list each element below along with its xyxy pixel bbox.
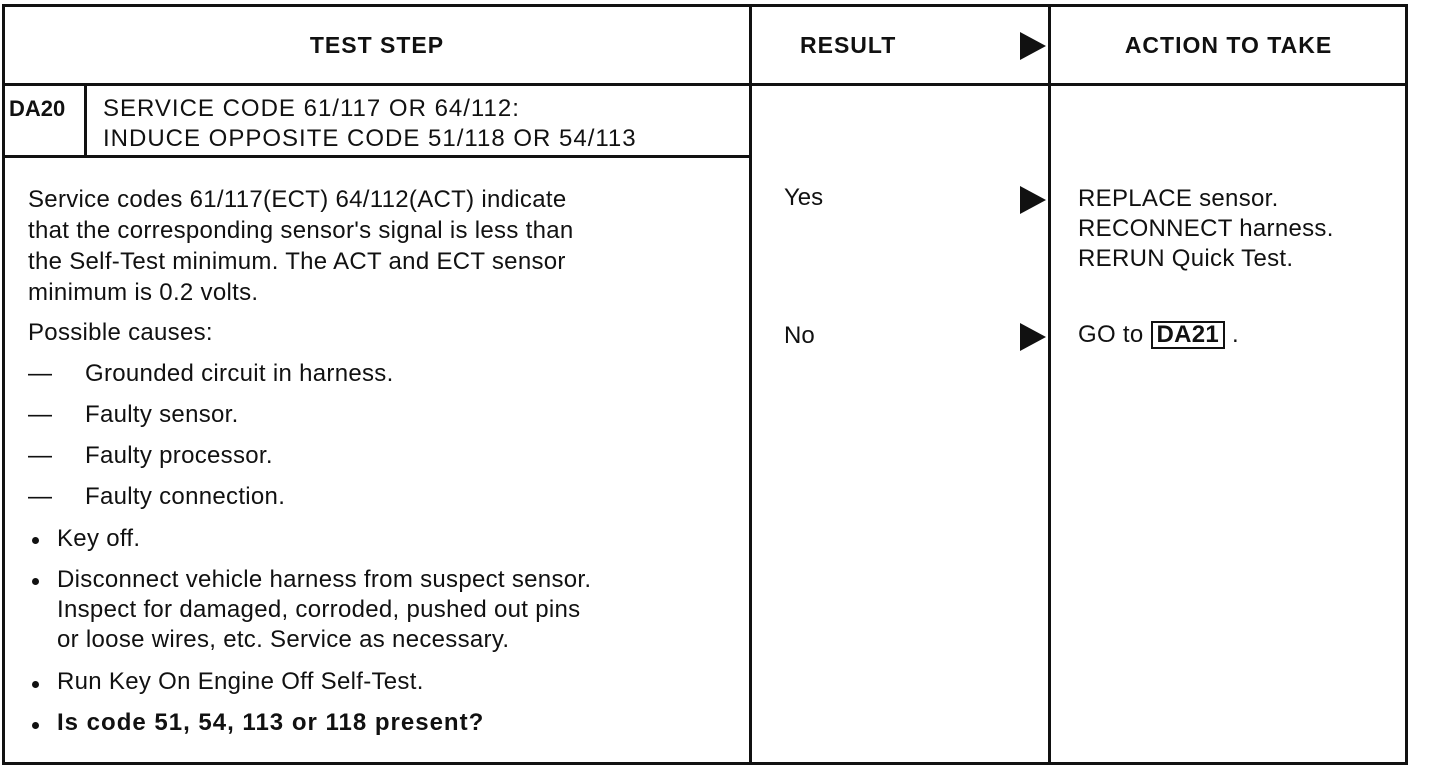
action-no (1078, 320, 1239, 350)
description-line: Service codes 61/117(ECT) 64/112(ACT) indicate (28, 186, 567, 213)
column-divider (1048, 4, 1051, 765)
bullet-question: Is code 51, 54, 113 or 118 present? (57, 709, 485, 736)
cause-item: Grounded circuit in harness. (85, 360, 394, 387)
dash: — (28, 360, 52, 387)
header-result: RESULT (800, 31, 897, 58)
action-yes (1078, 184, 1334, 274)
bullet-item: Run Key On Engine Off Self-Test. (57, 668, 424, 695)
step-description (28, 184, 728, 308)
cause-item: Faulty connection. (85, 483, 286, 510)
step-title-divider (2, 155, 752, 158)
possible-causes-label: Possible causes: (28, 319, 213, 346)
step-title-line: SERVICE CODE 61/117 OR 64/112: (103, 95, 520, 122)
cause-item: Faulty processor. (85, 442, 273, 469)
header-test-step: TEST STEP (309, 31, 445, 58)
description-line: minimum is 0.2 volts. (28, 279, 259, 306)
bullet-line: Disconnect vehicle harness from suspect sensor. (57, 566, 592, 593)
column-divider (749, 4, 752, 765)
bullet-icon (32, 537, 39, 544)
bullet-item: Key off. (57, 525, 141, 552)
action-line: REPLACE sensor. (1078, 185, 1279, 212)
bullet-icon (32, 578, 39, 585)
step-reference-link[interactable]: DA21 (1151, 321, 1226, 349)
action-line: RECONNECT harness. (1078, 215, 1334, 242)
step-title (103, 94, 743, 154)
result-no: No (784, 322, 815, 349)
arrow-icon (1020, 186, 1046, 214)
bullet-icon (32, 681, 39, 688)
description-line: the Self-Test minimum. The ACT and ECT sensor (28, 248, 566, 275)
bullet-item (57, 565, 737, 655)
bullet-line: Inspect for damaged, corroded, pushed out pins (57, 596, 581, 623)
bullet-icon (32, 722, 39, 729)
result-yes: Yes (784, 184, 824, 211)
step-title-line: INDUCE OPPOSITE CODE 51/118 OR 54/113 (103, 125, 637, 152)
action-line: RERUN Quick Test. (1078, 245, 1294, 272)
arrow-icon (1020, 32, 1046, 60)
arrow-icon (1020, 323, 1046, 351)
dash: — (28, 483, 52, 510)
step-code: DA20 (5, 86, 87, 156)
header-action: ACTION TO TAKE (1124, 31, 1333, 58)
action-go-to: GO to (1078, 321, 1144, 348)
description-line: that the corresponding sensor's signal is less than (28, 217, 574, 244)
dash: — (28, 442, 52, 469)
dash: — (28, 401, 52, 428)
bullet-line: or loose wires, etc. Service as necessary. (57, 626, 510, 653)
cause-item: Faulty sensor. (85, 401, 239, 428)
action-suffix: . (1232, 321, 1239, 348)
